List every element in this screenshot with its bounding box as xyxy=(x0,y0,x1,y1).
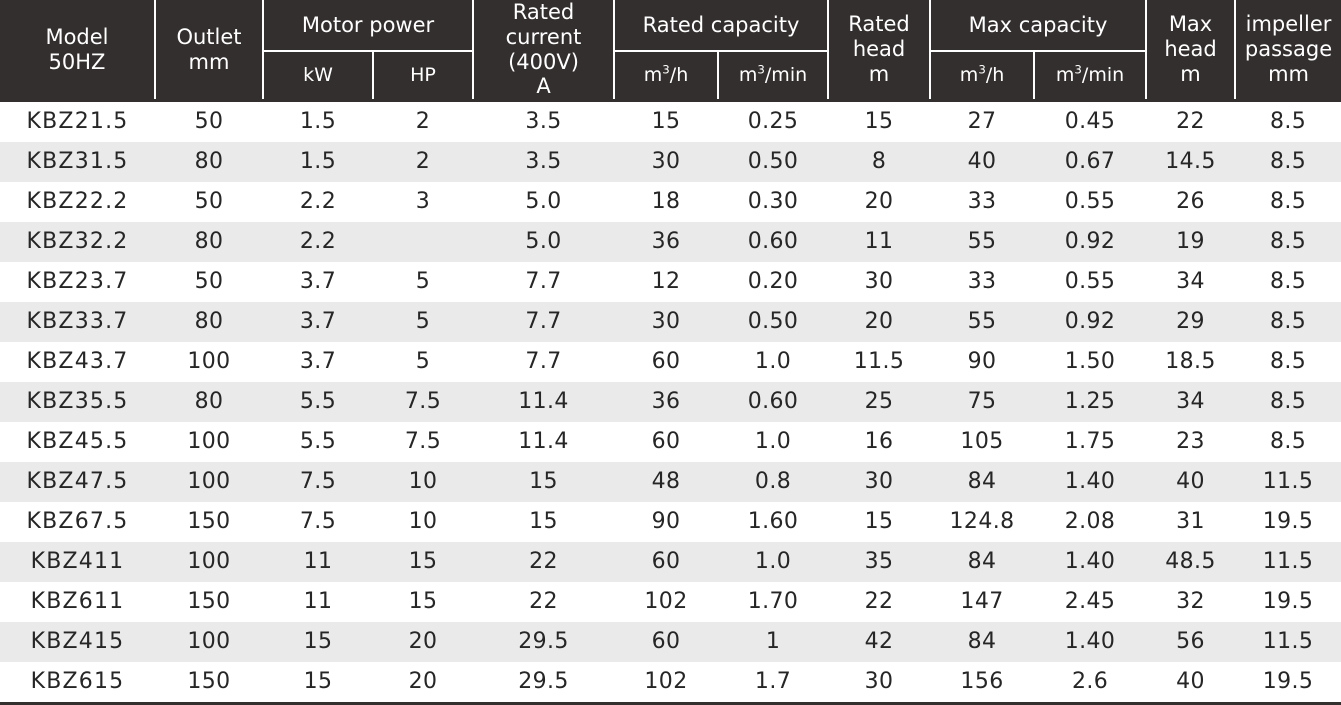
cell-rated-m3h: 60 xyxy=(614,342,718,382)
cell-current: 3.5 xyxy=(473,142,614,182)
cell-max-m3min: 1.40 xyxy=(1034,622,1146,662)
cell-max-m3min: 0.55 xyxy=(1034,262,1146,302)
cell-impeller: 8.5 xyxy=(1235,142,1341,182)
cell-rated-head: 16 xyxy=(828,422,930,462)
cell-rated-m3min: 0.25 xyxy=(718,101,828,143)
cell-kw: 3.7 xyxy=(263,262,373,302)
header-max-head-line1: Max xyxy=(1168,12,1213,37)
table-row xyxy=(0,262,1341,302)
cell-max-head: 23 xyxy=(1146,422,1235,462)
header-impeller-passage xyxy=(1235,0,1341,101)
cell-max-m3min: 2.6 xyxy=(1034,662,1146,702)
cell-rated-m3h: 30 xyxy=(614,142,718,182)
unit-m: m xyxy=(738,64,758,87)
table-header xyxy=(0,0,1341,101)
cell-impeller: 8.5 xyxy=(1235,222,1341,262)
cell-rated-head: 30 xyxy=(828,662,930,702)
cell-model: KBZ67.5 xyxy=(0,502,155,542)
unit-m: m xyxy=(1055,64,1075,87)
cell-rated-m3min: 0.60 xyxy=(718,222,828,262)
cell-max-m3min: 1.50 xyxy=(1034,342,1146,382)
table-row xyxy=(0,101,1341,143)
cell-current: 7.7 xyxy=(473,262,614,302)
cell-impeller: 8.5 xyxy=(1235,101,1341,143)
cell-max-m3h: 55 xyxy=(930,222,1034,262)
cell-max-head: 40 xyxy=(1146,662,1235,702)
header-max-m3h xyxy=(930,51,1034,100)
cell-rated-m3h: 102 xyxy=(614,582,718,622)
cell-kw: 15 xyxy=(263,622,373,662)
cell-max-head: 56 xyxy=(1146,622,1235,662)
cell-rated-head: 22 xyxy=(828,582,930,622)
header-model-line2: 50HZ xyxy=(48,49,106,74)
header-rated-head xyxy=(828,0,930,101)
cell-rated-m3h: 60 xyxy=(614,622,718,662)
header-row-primary xyxy=(0,0,1341,51)
table-row xyxy=(0,582,1341,622)
cell-kw: 11 xyxy=(263,582,373,622)
cell-hp: 20 xyxy=(373,662,473,702)
cell-model: KBZ21.5 xyxy=(0,101,155,143)
cell-max-head: 34 xyxy=(1146,262,1235,302)
cell-kw: 2.2 xyxy=(263,222,373,262)
cell-max-head: 29 xyxy=(1146,302,1235,342)
cell-outlet: 80 xyxy=(155,302,263,342)
cell-current: 29.5 xyxy=(473,622,614,662)
cell-rated-m3h: 60 xyxy=(614,542,718,582)
header-max-head-line3: m xyxy=(1180,61,1201,86)
cell-impeller: 11.5 xyxy=(1235,542,1341,582)
cell-max-head: 40 xyxy=(1146,462,1235,502)
header-rated-head-line2: head xyxy=(852,37,906,62)
cell-max-m3min: 1.40 xyxy=(1034,462,1146,502)
header-impeller-line3: mm xyxy=(1268,61,1309,86)
cell-hp: 20 xyxy=(373,622,473,662)
cell-impeller: 11.5 xyxy=(1235,622,1341,662)
cell-rated-m3min: 0.30 xyxy=(718,182,828,222)
cell-rated-head: 11.5 xyxy=(828,342,930,382)
cell-current: 11.4 xyxy=(473,382,614,422)
cell-rated-m3min: 1.0 xyxy=(718,422,828,462)
header-model-line1: Model xyxy=(45,24,109,49)
cell-max-m3min: 0.67 xyxy=(1034,142,1146,182)
header-rated-current xyxy=(473,0,614,101)
unit-den: /min xyxy=(764,64,808,87)
cell-rated-m3h: 12 xyxy=(614,262,718,302)
header-motor-hp: HP xyxy=(373,51,473,100)
cell-rated-head: 42 xyxy=(828,622,930,662)
cell-max-m3min: 0.45 xyxy=(1034,101,1146,143)
cell-max-m3h: 55 xyxy=(930,302,1034,342)
table-row xyxy=(0,182,1341,222)
cell-impeller: 8.5 xyxy=(1235,422,1341,462)
cell-max-m3h: 124.8 xyxy=(930,502,1034,542)
cell-hp: 5 xyxy=(373,302,473,342)
cell-current: 29.5 xyxy=(473,662,614,702)
cell-kw: 15 xyxy=(263,662,373,702)
cell-rated-m3min: 1.0 xyxy=(718,542,828,582)
cell-hp: 15 xyxy=(373,542,473,582)
cell-current: 7.7 xyxy=(473,342,614,382)
cell-hp: 2 xyxy=(373,101,473,143)
cell-max-m3h: 33 xyxy=(930,262,1034,302)
header-rated-capacity-group: Rated capacity xyxy=(614,0,828,51)
cell-rated-m3h: 30 xyxy=(614,302,718,342)
cell-hp: 2 xyxy=(373,142,473,182)
cell-rated-head: 15 xyxy=(828,101,930,143)
cell-model: KBZ23.7 xyxy=(0,262,155,302)
cell-rated-head: 20 xyxy=(828,302,930,342)
unit-sup: 3 xyxy=(1074,63,1082,78)
cell-impeller: 11.5 xyxy=(1235,462,1341,502)
cell-max-m3h: 156 xyxy=(930,662,1034,702)
cell-max-head: 19 xyxy=(1146,222,1235,262)
cell-max-m3h: 75 xyxy=(930,382,1034,422)
table-body xyxy=(0,101,1341,703)
cell-model: KBZ45.5 xyxy=(0,422,155,462)
cell-rated-m3h: 102 xyxy=(614,662,718,702)
table-row xyxy=(0,502,1341,542)
cell-hp: 7.5 xyxy=(373,422,473,462)
cell-outlet: 150 xyxy=(155,502,263,542)
cell-rated-m3min: 1.70 xyxy=(718,582,828,622)
cell-rated-m3min: 1 xyxy=(718,622,828,662)
cell-max-m3min: 0.92 xyxy=(1034,222,1146,262)
cell-impeller: 8.5 xyxy=(1235,262,1341,302)
cell-max-m3min: 2.45 xyxy=(1034,582,1146,622)
cell-impeller: 19.5 xyxy=(1235,502,1341,542)
header-rated-current-line2: (400V) xyxy=(508,49,579,74)
header-rated-m3h xyxy=(614,51,718,100)
table-row xyxy=(0,422,1341,462)
cell-max-head: 32 xyxy=(1146,582,1235,622)
cell-rated-head: 35 xyxy=(828,542,930,582)
header-max-head xyxy=(1146,0,1235,101)
cell-kw: 5.5 xyxy=(263,422,373,462)
cell-model: KBZ33.7 xyxy=(0,302,155,342)
header-rated-head-line3: m xyxy=(868,61,890,86)
table-row xyxy=(0,662,1341,702)
cell-max-m3min: 2.08 xyxy=(1034,502,1146,542)
cell-outlet: 50 xyxy=(155,182,263,222)
cell-outlet: 150 xyxy=(155,582,263,622)
unit-sup: 3 xyxy=(978,63,986,78)
cell-max-head: 18.5 xyxy=(1146,342,1235,382)
cell-kw: 7.5 xyxy=(263,502,373,542)
unit-den: /min xyxy=(1081,64,1125,87)
cell-model: KBZ22.2 xyxy=(0,182,155,222)
table-row xyxy=(0,382,1341,422)
cell-rated-head: 30 xyxy=(828,462,930,502)
cell-impeller: 8.5 xyxy=(1235,302,1341,342)
header-impeller-line2: passage xyxy=(1244,37,1333,62)
cell-impeller: 8.5 xyxy=(1235,382,1341,422)
cell-kw: 2.2 xyxy=(263,182,373,222)
header-outlet xyxy=(155,0,263,101)
cell-max-head: 48.5 xyxy=(1146,542,1235,582)
cell-model: KBZ43.7 xyxy=(0,342,155,382)
cell-outlet: 50 xyxy=(155,262,263,302)
cell-max-m3h: 33 xyxy=(930,182,1034,222)
cell-rated-m3h: 36 xyxy=(614,222,718,262)
cell-outlet: 100 xyxy=(155,342,263,382)
unit-sup: 3 xyxy=(757,63,765,78)
cell-outlet: 100 xyxy=(155,542,263,582)
cell-max-m3h: 84 xyxy=(930,462,1034,502)
cell-current: 15 xyxy=(473,502,614,542)
cell-current: 11.4 xyxy=(473,422,614,462)
cell-max-head: 26 xyxy=(1146,182,1235,222)
cell-rated-m3h: 60 xyxy=(614,422,718,462)
cell-max-head: 31 xyxy=(1146,502,1235,542)
cell-impeller: 8.5 xyxy=(1235,342,1341,382)
header-outlet-line2: mm xyxy=(188,49,230,74)
cell-rated-m3min: 0.8 xyxy=(718,462,828,502)
cell-max-head: 14.5 xyxy=(1146,142,1235,182)
header-motor-kw: kW xyxy=(263,51,373,100)
cell-max-m3h: 84 xyxy=(930,622,1034,662)
cell-rated-m3h: 18 xyxy=(614,182,718,222)
cell-kw: 1.5 xyxy=(263,101,373,143)
cell-hp: 3 xyxy=(373,182,473,222)
cell-rated-m3min: 0.50 xyxy=(718,142,828,182)
cell-kw: 3.7 xyxy=(263,342,373,382)
cell-outlet: 80 xyxy=(155,222,263,262)
cell-model: KBZ32.2 xyxy=(0,222,155,262)
table-row xyxy=(0,462,1341,502)
cell-rated-m3min: 1.60 xyxy=(718,502,828,542)
cell-rated-m3h: 15 xyxy=(614,101,718,143)
cell-model: KBZ47.5 xyxy=(0,462,155,502)
cell-current: 3.5 xyxy=(473,101,614,143)
table-row xyxy=(0,542,1341,582)
cell-current: 7.7 xyxy=(473,302,614,342)
cell-rated-m3min: 0.20 xyxy=(718,262,828,302)
cell-rated-head: 11 xyxy=(828,222,930,262)
cell-hp: 10 xyxy=(373,502,473,542)
cell-hp: 15 xyxy=(373,582,473,622)
cell-rated-m3min: 1.0 xyxy=(718,342,828,382)
cell-model: KBZ411 xyxy=(0,542,155,582)
cell-impeller: 19.5 xyxy=(1235,662,1341,702)
header-rated-current-line3: A xyxy=(536,74,551,99)
cell-max-m3h: 40 xyxy=(930,142,1034,182)
cell-rated-m3min: 1.7 xyxy=(718,662,828,702)
table-row xyxy=(0,222,1341,262)
unit-den: /h xyxy=(669,64,689,87)
cell-rated-m3h: 48 xyxy=(614,462,718,502)
cell-rated-head: 30 xyxy=(828,262,930,302)
cell-hp xyxy=(373,222,473,262)
header-motor-power-group: Motor power xyxy=(263,0,473,51)
table-row xyxy=(0,342,1341,382)
cell-model: KBZ35.5 xyxy=(0,382,155,422)
cell-max-m3min: 0.55 xyxy=(1034,182,1146,222)
cell-rated-m3h: 36 xyxy=(614,382,718,422)
cell-max-m3min: 1.25 xyxy=(1034,382,1146,422)
cell-outlet: 80 xyxy=(155,142,263,182)
cell-model: KBZ31.5 xyxy=(0,142,155,182)
header-rated-head-line1: Rated xyxy=(848,12,910,37)
header-impeller-line1: impeller xyxy=(1245,12,1332,37)
cell-max-m3min: 0.92 xyxy=(1034,302,1146,342)
cell-hp: 5 xyxy=(373,262,473,302)
cell-rated-head: 25 xyxy=(828,382,930,422)
cell-outlet: 150 xyxy=(155,662,263,702)
cell-hp: 5 xyxy=(373,342,473,382)
table-row xyxy=(0,142,1341,182)
header-outlet-line1: Outlet xyxy=(176,24,242,49)
cell-kw: 1.5 xyxy=(263,142,373,182)
cell-outlet: 100 xyxy=(155,422,263,462)
cell-model: KBZ615 xyxy=(0,662,155,702)
cell-rated-m3min: 0.60 xyxy=(718,382,828,422)
header-rated-m3min xyxy=(718,51,828,100)
table-row xyxy=(0,302,1341,342)
table-row xyxy=(0,622,1341,662)
cell-max-m3min: 1.40 xyxy=(1034,542,1146,582)
cell-rated-m3h: 90 xyxy=(614,502,718,542)
cell-rated-head: 8 xyxy=(828,142,930,182)
cell-impeller: 19.5 xyxy=(1235,582,1341,622)
unit-m: m xyxy=(643,64,663,87)
unit-den: /h xyxy=(985,64,1005,87)
cell-max-m3h: 27 xyxy=(930,101,1034,143)
header-rated-current-line1: Rated current xyxy=(505,0,582,49)
cell-impeller: 8.5 xyxy=(1235,182,1341,222)
cell-outlet: 100 xyxy=(155,622,263,662)
cell-kw: 7.5 xyxy=(263,462,373,502)
header-model xyxy=(0,0,155,101)
cell-outlet: 100 xyxy=(155,462,263,502)
cell-outlet: 80 xyxy=(155,382,263,422)
cell-kw: 11 xyxy=(263,542,373,582)
unit-m: m xyxy=(959,64,979,87)
cell-hp: 7.5 xyxy=(373,382,473,422)
cell-max-m3h: 84 xyxy=(930,542,1034,582)
cell-current: 22 xyxy=(473,582,614,622)
cell-max-m3h: 105 xyxy=(930,422,1034,462)
cell-max-head: 22 xyxy=(1146,101,1235,143)
cell-model: KBZ611 xyxy=(0,582,155,622)
cell-max-m3h: 90 xyxy=(930,342,1034,382)
cell-model: KBZ415 xyxy=(0,622,155,662)
cell-rated-head: 20 xyxy=(828,182,930,222)
cell-outlet: 50 xyxy=(155,101,263,143)
header-max-head-line2: head xyxy=(1164,37,1217,62)
cell-hp: 10 xyxy=(373,462,473,502)
cell-current: 5.0 xyxy=(473,222,614,262)
cell-kw: 5.5 xyxy=(263,382,373,422)
cell-max-head: 34 xyxy=(1146,382,1235,422)
header-max-capacity-group: Max capacity xyxy=(930,0,1146,51)
cell-rated-head: 15 xyxy=(828,502,930,542)
header-max-m3min xyxy=(1034,51,1146,100)
cell-current: 15 xyxy=(473,462,614,502)
cell-current: 5.0 xyxy=(473,182,614,222)
cell-kw: 3.7 xyxy=(263,302,373,342)
cell-rated-m3min: 0.50 xyxy=(718,302,828,342)
cell-max-m3h: 147 xyxy=(930,582,1034,622)
cell-current: 22 xyxy=(473,542,614,582)
cell-max-m3min: 1.75 xyxy=(1034,422,1146,462)
unit-sup: 3 xyxy=(662,63,670,78)
